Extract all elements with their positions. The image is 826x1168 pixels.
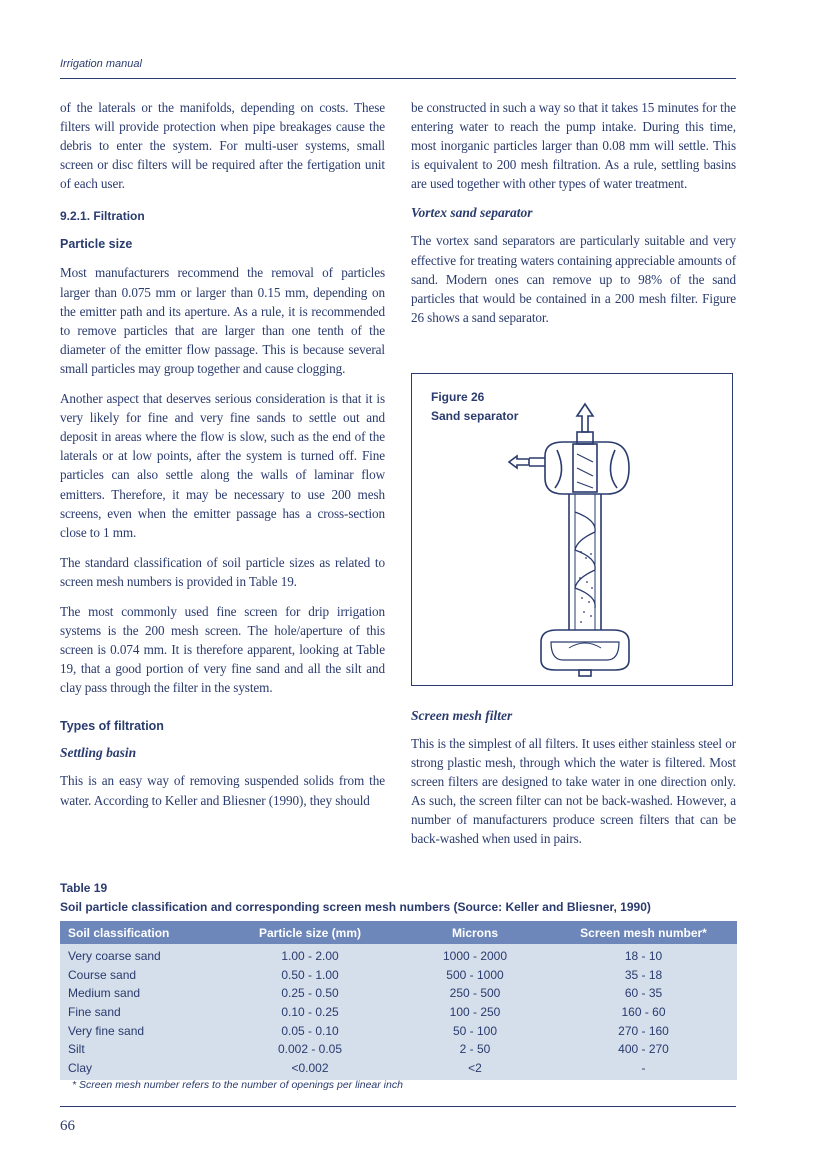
- table-title-block: [60, 879, 651, 917]
- particle-paragraph-3: The standard classification of soil particle sizes as related to screen mesh numbers is provided in Table 19.: [60, 554, 385, 589]
- table-row: [60, 1021, 737, 1040]
- table-row: [60, 1040, 737, 1059]
- running-header: Irrigation manual: [60, 58, 142, 70]
- table-cell: 250 - 500: [400, 984, 550, 1003]
- heading-settling-basin: Settling basin: [60, 745, 137, 761]
- table-cell: Clay: [60, 1059, 220, 1078]
- figure-number: Figure 26: [431, 390, 485, 404]
- header-divider: [60, 78, 736, 79]
- sand-separator-illustration: [507, 402, 647, 677]
- vortex-paragraph: The vortex sand separators are particularly suitable and very effective for treating waters containing appreciable amounts of sand. Modern ones can remove up to 98% of the sand particles that would be contained in a 200 mesh filter. Figure 26 shows a sand separator.: [411, 233, 736, 325]
- table-cell: 35 - 18: [550, 966, 737, 985]
- table-cell: 160 - 60: [550, 1003, 737, 1022]
- section-heading-filtration: 9.2.1. Filtration: [60, 209, 145, 224]
- particle-paragraph-4: The most commonly used fine screen for drip irrigation systems is the 200 mesh screen. The hole/aperture of this screen is 0.074 mm. It is therefore apparent, looking at Table 19, that a good portion of very fine sand and all the silt and clay pass through the filter in the system.: [60, 603, 385, 696]
- table-cell: Fine sand: [60, 1003, 220, 1022]
- table-cell: Very fine sand: [60, 1021, 220, 1040]
- table-cell: 2 - 50: [400, 1040, 550, 1059]
- table-cell: 0.10 - 0.25: [220, 1003, 400, 1022]
- table-cell: <0.002: [220, 1059, 400, 1078]
- header-microns: Microns: [400, 921, 550, 944]
- settling-continued-paragraph: be constructed in such a way so that it takes 15 minutes for the entering water to reach the pump intake. During this time, most inorganic particles larger than 0.08 mm will settle. This is equivalent to 200 mesh filtration. As a rule, settling basins are used together with other types of water treatment.: [411, 100, 736, 192]
- soil-classification-table: [60, 921, 737, 1080]
- header-screen-mesh-number: Screen mesh number*: [550, 921, 737, 944]
- table-row: [60, 947, 737, 966]
- figure-26-box: [411, 373, 733, 686]
- left-column: [60, 98, 385, 821]
- table-cell: Course sand: [60, 966, 220, 985]
- table-number: Table 19: [60, 881, 108, 895]
- table-cell: 1.00 - 2.00: [220, 947, 400, 966]
- table-row: [60, 966, 737, 985]
- intro-paragraph: of the laterals or the manifolds, depending on costs. These filters will provide protection when pipe breakages cause the debris to enter the system. For multi-user systems, small screen or disc filters will be required after the fertigation unit of each user.: [60, 100, 385, 192]
- table-cell: 50 - 100: [400, 1021, 550, 1040]
- heading-screen-mesh-filter: Screen mesh filter: [411, 708, 513, 723]
- footer-divider: [60, 1106, 736, 1107]
- table-cell: 18 - 10: [550, 947, 737, 966]
- table-cell: 0.002 - 0.05: [220, 1040, 400, 1059]
- header-soil-classification: Soil classification: [60, 921, 220, 944]
- heading-vortex-sand-separator: Vortex sand separator: [411, 205, 533, 221]
- table-cell: 0.05 - 0.10: [220, 1021, 400, 1040]
- page-number: 66: [60, 1118, 75, 1134]
- heading-types-of-filtration: Types of filtration: [60, 719, 164, 734]
- table-footnote: * Screen mesh number refers to the number of openings per linear inch: [72, 1079, 403, 1091]
- heading-particle-size: Particle size: [60, 237, 133, 252]
- table-cell: 60 - 35: [550, 984, 737, 1003]
- particle-paragraph-2: Another aspect that deserves serious consideration is that it is very likely for fine and very fine sands to settle out and deposit in areas where the flow is slow, such as the end of the laterals or at low points, after the system is turned off. Fine particles can also settle along the walls of laminar flow emitters. Therefore, it may be necessary to use 200 mesh screens, even when the emitter passage has a cross-section close to 1 mm.: [60, 391, 385, 540]
- table-row: [60, 984, 737, 1003]
- screen-mesh-section: [411, 708, 736, 860]
- table-cell: 500 - 1000: [400, 966, 550, 985]
- table-cell: 0.25 - 0.50: [220, 984, 400, 1003]
- figure-caption: Sand separator: [431, 409, 519, 423]
- right-column: [411, 98, 736, 338]
- table-cell: -: [550, 1059, 737, 1078]
- table-cell: 100 - 250: [400, 1003, 550, 1022]
- table-cell: Medium sand: [60, 984, 220, 1003]
- table-cell: Very coarse sand: [60, 947, 220, 966]
- table-row: [60, 1059, 737, 1078]
- particle-paragraph-1: Most manufacturers recommend the removal of particles larger than 0.075 mm or larger than 0.15 mm, depending on the emitter path and its aperture. As a rule, it is recommended to remove particles that are larger than one tenth of the diameter of the emitter flow passage. This is because several small particles may group together and cause clogging.: [60, 265, 385, 376]
- table-cell: Silt: [60, 1040, 220, 1059]
- table-cell: 400 - 270: [550, 1040, 737, 1059]
- header-particle-size: Particle size (mm): [220, 921, 400, 944]
- table-row: [60, 1003, 737, 1022]
- table-cell: <2: [400, 1059, 550, 1078]
- screen-mesh-paragraph: This is the simplest of all filters. It uses either stainless steel or strong plastic mesh, through which the water is filtered. Most screen filters are designed to take water in one direction only. As such, the screen filter can not be back-washed. However, a number of manufacturers produce screen filters that can be back-washed when used in pairs.: [411, 736, 736, 847]
- table-cell: 270 - 160: [550, 1021, 737, 1040]
- table-header-row: [60, 921, 737, 944]
- table-caption: Soil particle classification and corresponding screen mesh numbers (Source: Keller and Bliesner, 1990): [60, 900, 651, 914]
- settling-paragraph: This is an easy way of removing suspended solids from the water. According to Keller and Bliesner (1990), they should: [60, 773, 385, 808]
- table-cell: 1000 - 2000: [400, 947, 550, 966]
- table-cell: 0.50 - 1.00: [220, 966, 400, 985]
